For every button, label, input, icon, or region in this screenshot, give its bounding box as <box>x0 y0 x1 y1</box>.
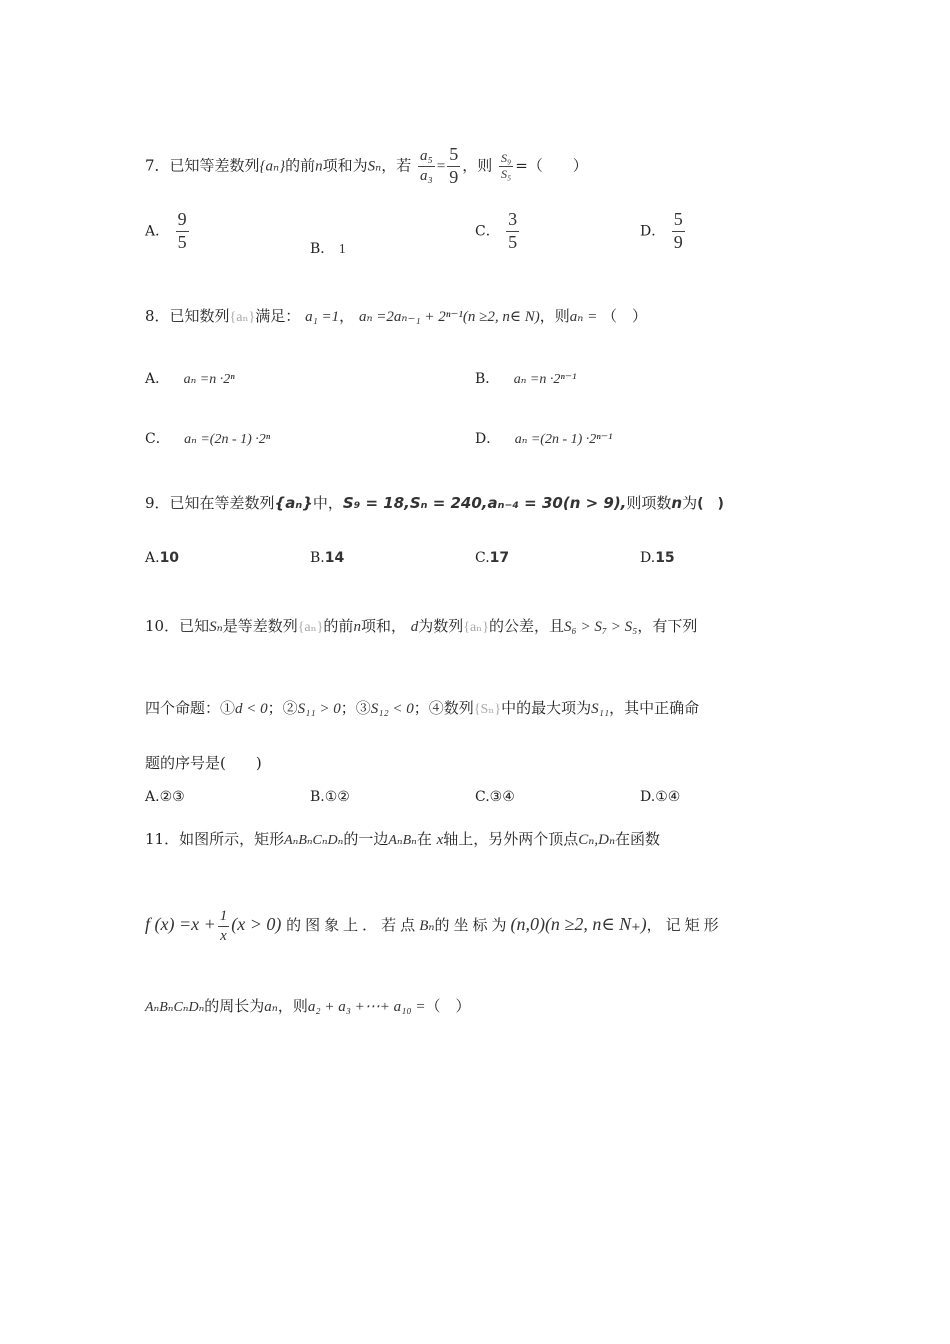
q10-inequality: S₆ > S₇ > S₅ <box>563 619 638 635</box>
question-9-stem <box>145 492 724 513</box>
q10-text-f: 的公差，且 <box>488 617 564 635</box>
q8-option-b[interactable] <box>475 368 576 388</box>
question-11-line-3 <box>145 995 471 1016</box>
q7-option-a-fraction <box>176 210 189 253</box>
q7-ratio-s9-s5 <box>499 152 513 181</box>
q7-text-d: ，若 <box>381 156 412 175</box>
q7-option-b-label: B． <box>310 241 335 257</box>
q10-sequence-2: {aₙ} <box>463 620 489 635</box>
question-7-stem <box>145 145 588 188</box>
q7-n: n <box>315 158 323 175</box>
q10-sn: Sₙ <box>209 619 223 635</box>
q10-text-l2b: ；② <box>267 699 298 717</box>
q9-answer-paren: ( ) <box>697 496 724 512</box>
q7-option-b-value: 1 <box>338 242 346 257</box>
q10-text-l2d: ；④数列 <box>413 699 474 717</box>
q8-option-b-value: aₙ =n ·2ⁿ⁻¹ <box>513 372 577 387</box>
q10-option-a[interactable] <box>145 789 185 805</box>
q10-option-b-value: ①② <box>324 789 350 805</box>
q10-text-l3: 题的序号是( ) <box>145 754 262 772</box>
q11-text-l3a: 的周长为 <box>204 997 265 1015</box>
q11-function-lhs: f (x) =x + <box>145 914 216 934</box>
q11-answer-paren: （ ） <box>425 997 471 1015</box>
q7-option-c-label: C． <box>475 223 500 240</box>
q8-option-d[interactable] <box>475 428 612 448</box>
q9-option-b[interactable] <box>310 550 344 566</box>
question-10-line-1 <box>145 615 697 636</box>
q10-option-a-value: ②③ <box>159 789 185 805</box>
q7-equals: = <box>436 158 446 175</box>
q7-ask-num: S₉ <box>499 152 513 167</box>
q9-text-c: 则项数 <box>626 494 672 512</box>
q7-ask-den: S₅ <box>501 166 512 181</box>
q10-option-d[interactable] <box>640 789 680 805</box>
q11-text-b: 的一边 <box>343 830 389 848</box>
q11-function-domain: (x > 0) <box>231 914 282 934</box>
q10-option-b-label: B. <box>310 789 325 805</box>
q11-text-d: 轴上，另外两个顶点 <box>443 830 579 848</box>
q10-text-g: ，有下列 <box>637 617 698 635</box>
question-10-line-3 <box>145 752 262 773</box>
q9-option-d[interactable] <box>640 550 675 566</box>
q7-ratio-a5-a3 <box>418 148 435 184</box>
q8-option-d-label: D． <box>475 431 501 447</box>
q10-option-c[interactable] <box>475 789 515 805</box>
q10-text-l2a: 四个命题：① <box>145 699 236 717</box>
q11-sum: a₂ + a₃ +⋯+ a₁₀ = <box>307 999 426 1015</box>
q10-d: d <box>410 619 419 635</box>
q11-coordinate: (n,0)(n ≥2, n∈ N₊) <box>510 914 647 934</box>
q11-x: x <box>436 832 444 848</box>
question-10-line-2 <box>145 697 699 718</box>
q9-text-d: 为 <box>682 494 698 512</box>
q10-proposition-2: S₁₁ > 0 <box>297 701 341 717</box>
q11-fx-num: 1 <box>218 908 230 927</box>
q9-option-c-value: 17 <box>489 550 510 566</box>
q7-option-a-label: A． <box>145 223 170 240</box>
q7-sequence: {aₙ} <box>259 158 286 175</box>
q11-text-l2d: ，记矩形 <box>646 916 723 934</box>
q9-option-a[interactable] <box>145 550 179 566</box>
q7-d-den: 9 <box>673 231 683 252</box>
q9-sequence: {aₙ} <box>274 494 313 512</box>
question-11-line-1 <box>145 828 660 849</box>
q8-condition-1: a₁ =1 <box>305 309 340 325</box>
q7-option-c[interactable] <box>475 210 521 253</box>
q9-option-a-value: 10 <box>159 550 180 566</box>
q10-text-l2f: ，其中正确命 <box>609 699 700 717</box>
q7-text-e: ，则 <box>462 156 493 175</box>
q7-c-num: 3 <box>506 210 519 232</box>
q11-text-l2c: 的坐标为 <box>434 916 511 934</box>
q8-option-c-label: C． <box>145 431 170 447</box>
q9-option-b-value: 14 <box>324 550 345 566</box>
q10-option-d-label: D. <box>640 789 656 805</box>
q10-proposition-1: d < 0 <box>235 701 268 717</box>
q8-text-c: ，则 <box>539 307 570 325</box>
q7-sn: Sₙ <box>367 158 382 175</box>
q8-option-a-value: aₙ =n ·2ⁿ <box>183 372 235 387</box>
q10-text-c: 的前 <box>323 617 354 635</box>
q9-option-c[interactable] <box>475 550 509 566</box>
q10-s11: S₁₁ <box>591 701 610 717</box>
q7-option-d-label: D． <box>640 223 666 240</box>
q9-conditions: S₉ = 18,Sₙ = 240,aₙ₋₄ = 30(n > 9), <box>342 494 627 512</box>
q10-text-e: 为数列 <box>418 617 464 635</box>
q9-option-c-label: C. <box>475 550 490 566</box>
q7-option-b[interactable] <box>310 238 346 258</box>
question-8-stem <box>145 305 647 326</box>
q7-five-ninths <box>447 145 460 188</box>
q8-option-c-value: aₙ =(2n - 1) ·2ⁿ <box>184 432 271 447</box>
q8-option-b-label: B． <box>475 371 500 387</box>
q9-option-d-value: 15 <box>655 550 675 566</box>
q11-rectangle-2: AₙBₙCₙDₙ <box>145 1000 205 1015</box>
q10-text-b: 是等差数列 <box>222 617 298 635</box>
q10-option-c-label: C. <box>475 789 490 805</box>
q9-option-a-label: A. <box>145 550 160 566</box>
q7-ratio-den: a₃ <box>420 167 433 184</box>
q11-fx-den: x <box>220 927 227 944</box>
q7-rhs-num: 5 <box>447 145 460 167</box>
question-11-line-2 <box>145 908 723 944</box>
q9-text-a: 9．已知在等差数列 <box>145 494 275 512</box>
q8-text-b: 满足： <box>255 307 301 325</box>
q10-sequence-s: {Sₙ} <box>473 702 502 717</box>
q11-text-l3b: ，则 <box>277 997 308 1015</box>
q7-option-a[interactable] <box>145 210 191 253</box>
q8-option-c[interactable] <box>145 428 270 448</box>
q11-bn: Bₙ <box>419 918 435 934</box>
q10-option-d-value: ①④ <box>655 789 681 805</box>
q8-answer-paren: （ ） <box>601 307 647 325</box>
q10-n: n <box>353 619 361 635</box>
q11-text-a: 11．如图所示，矩形 <box>145 830 285 848</box>
q9-n: n <box>671 494 683 512</box>
q7-d-num: 5 <box>672 210 685 232</box>
q11-vertices: Cₙ,Dₙ <box>578 832 616 848</box>
q7-option-d[interactable] <box>640 210 687 253</box>
q8-condition-2: aₙ =2aₙ₋₁ + 2ⁿ⁻¹(n ≥2, n∈ N) <box>358 309 540 325</box>
q11-rectangle: AₙBₙCₙDₙ <box>284 833 344 848</box>
q10-option-b[interactable] <box>310 789 350 805</box>
q8-separator: ， <box>339 307 355 325</box>
q9-text-b: 中， <box>312 494 343 512</box>
q7-option-d-fraction <box>672 210 685 253</box>
q11-an: aₙ <box>264 999 278 1015</box>
q10-sequence: {aₙ} <box>297 620 324 635</box>
q10-text-d: 项和， <box>360 617 406 635</box>
q8-ask: aₙ = <box>569 309 598 325</box>
q7-a-num: 9 <box>176 210 189 232</box>
q9-option-d-label: D. <box>640 550 656 566</box>
q7-text-b: 的前 <box>285 156 316 175</box>
q11-text-e: 在函数 <box>615 830 661 848</box>
q10-text-l2c: ；③ <box>340 699 371 717</box>
q7-a-den: 5 <box>177 231 187 252</box>
q7-text-c: 项和为 <box>322 156 368 175</box>
q10-option-c-value: ③④ <box>489 789 515 805</box>
q7-c-den: 5 <box>508 231 518 252</box>
q11-side: AₙBₙ <box>388 833 417 848</box>
q10-text-a: 10．已知 <box>145 617 210 635</box>
q11-function-fraction <box>218 908 230 944</box>
q8-option-d-value: aₙ =(2n - 1) ·2ⁿ⁻¹ <box>514 432 613 447</box>
q10-option-a-label: A. <box>145 789 160 805</box>
q8-option-a[interactable] <box>145 368 235 388</box>
q7-ratio-num: a₅ <box>418 148 435 167</box>
q10-text-l2e: 中的最大项为 <box>501 699 592 717</box>
q7-option-c-fraction <box>506 210 519 253</box>
q8-sequence: {aₙ} <box>229 310 256 325</box>
q8-option-a-label: A． <box>145 371 170 387</box>
q7-rhs-den: 9 <box>449 166 459 187</box>
q9-option-b-label: B. <box>310 550 325 566</box>
q10-proposition-3: S₁₂ < 0 <box>370 701 414 717</box>
q11-text-l2b: 的图象上．若点 <box>286 916 420 934</box>
q8-text-a: 8．已知数列 <box>145 307 230 325</box>
q7-text-f: =（ ） <box>515 156 588 175</box>
q7-text-a: 7．已知等差数列 <box>145 156 260 175</box>
q11-text-c: 在 <box>416 830 432 848</box>
